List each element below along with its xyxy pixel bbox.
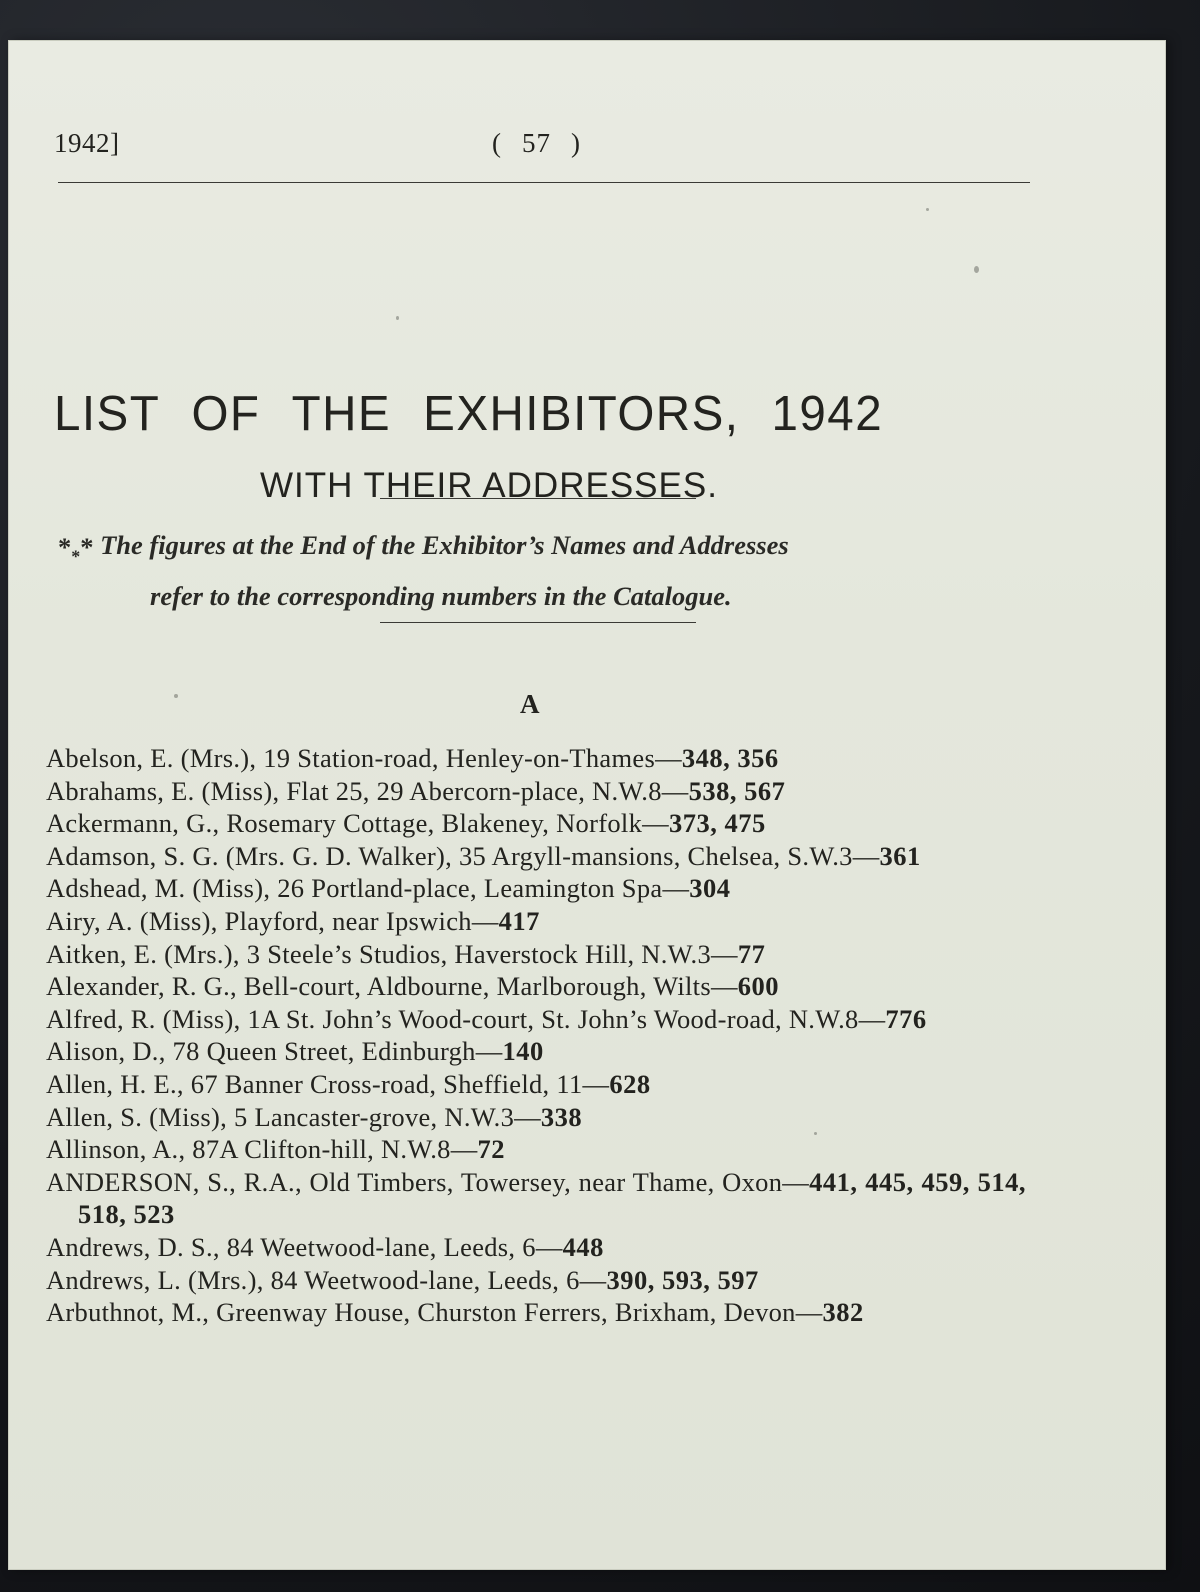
page-subtitle: WITH THEIR ADDRESSES. (260, 466, 718, 505)
exhibitor-entry (46, 1231, 1026, 1264)
exhibitor-name-address: Alison, D., 78 Queen Street, Edinburgh— (46, 1036, 503, 1067)
section-letter: A (520, 689, 540, 719)
explanatory-note (58, 524, 1034, 617)
catalogue-numbers: 140 (502, 1036, 544, 1067)
exhibitor-entry (46, 872, 1026, 905)
exhibitor-entry (46, 1166, 1026, 1231)
exhibitor-name-address: Arbuthnot, M., Greenway House, Churston Ferrers, Brixham, Devon— (46, 1297, 823, 1328)
catalogue-numbers: 390, 593, 597 (606, 1264, 759, 1295)
running-head (54, 128, 1024, 168)
note-line-1-text: The figures at the End of the Exhibitor’s Names and Addresses (100, 530, 789, 560)
catalogue-numbers: 538, 567 (688, 775, 786, 806)
note-line-2: refer to the corresponding numbers in the Catalogue. (150, 581, 732, 612)
exhibitor-name-address: Abrahams, E. (Miss), Flat 25, 29 Abercorn-place, N.W.8— (46, 775, 689, 806)
catalogue-numbers: 382 (822, 1297, 864, 1328)
catalogue-numbers: 441, 445, 459, 514, 518, 523 (78, 1166, 1026, 1230)
catalogue-numbers: 373, 475 (668, 808, 766, 839)
catalogue-numbers: 72 (477, 1134, 506, 1165)
exhibitor-entry (46, 1133, 1026, 1166)
catalogue-numbers: 417 (498, 905, 540, 936)
exhibitor-list (46, 742, 1026, 1329)
exhibitor-name-address: Andrews, D. S., 84 Weetwood-lane, Leeds, 6— (46, 1231, 563, 1262)
note-line-1 (58, 524, 1034, 575)
exhibitor-name-address: Adshead, M. (Miss), 26 Portland-place, Leamington Spa— (46, 873, 690, 904)
exhibitor-entry (46, 970, 1026, 1003)
paper-speck (174, 694, 178, 698)
catalogue-numbers: 77 (737, 938, 766, 969)
running-head-year: 1942] (54, 128, 120, 158)
exhibitor-entry (46, 1068, 1026, 1101)
exhibitor-name-address: Andrews, L. (Mrs.), 84 Weetwood-lane, Leeds, 6— (46, 1264, 607, 1295)
page-number-value: 57 (522, 128, 551, 158)
exhibitor-name-address: Allen, H. E., 67 Banner Cross-road, Sheffield, 11— (46, 1068, 610, 1099)
book-page (8, 40, 1166, 1570)
exhibitor-entry (46, 742, 1026, 775)
asterism: $*_**$ (58, 532, 94, 567)
paper-speck (926, 208, 929, 211)
exhibitor-entry (46, 840, 1026, 873)
exhibitor-entry (46, 938, 1026, 971)
exhibitor-name-address: Adamson, S. G. (Mrs. G. D. Walker), 35 Argyll-mansions, Chelsea, S.W.3— (46, 840, 880, 871)
exhibitor-entry (46, 1296, 1026, 1329)
exhibitor-name-address: ANDERSON, S., R.A., Old Timbers, Towersey, near Thame, Oxon— (46, 1166, 810, 1197)
exhibitor-entry (46, 775, 1026, 808)
page-number: ( 57 ) (492, 128, 581, 158)
paper-speck (974, 266, 979, 273)
exhibitor-name-address: Alfred, R. (Miss), 1A St. John’s Wood-court, St. John’s Wood-road, N.W.8— (46, 1003, 886, 1034)
paper-speck (396, 316, 399, 320)
catalogue-numbers: 628 (609, 1068, 651, 1099)
exhibitor-entry (46, 1035, 1026, 1068)
catalogue-numbers: 361 (879, 840, 921, 871)
exhibitor-entry (46, 807, 1026, 840)
paper-speck (814, 1132, 817, 1135)
exhibitor-name-address: Abelson, E. (Mrs.), 19 Station-road, Henley-on-Thames— (46, 743, 682, 773)
divider-rule (380, 498, 696, 499)
catalogue-numbers: 338 (540, 1101, 583, 1132)
exhibitor-name-address: Allinson, A., 87A Clifton-hill, N.W.8— (46, 1134, 478, 1165)
catalogue-numbers: 448 (562, 1231, 604, 1262)
header-rule (58, 182, 1030, 183)
catalogue-numbers: 304 (689, 873, 731, 904)
catalogue-numbers: 776 (885, 1003, 927, 1034)
catalogue-numbers: 348, 356 (681, 743, 779, 773)
exhibitor-entry (46, 1101, 1026, 1134)
divider-rule (380, 622, 696, 623)
page-title: LIST OF THE EXHIBITORS, 1942 (54, 387, 884, 441)
exhibitor-name-address: Ackermann, G., Rosemary Cottage, Blakeney, Norfolk— (46, 808, 669, 839)
exhibitor-entry (46, 905, 1026, 938)
catalogue-numbers: 600 (737, 971, 780, 1002)
exhibitor-name-address: Aitken, E. (Mrs.), 3 Steele’s Studios, Haverstock Hill, N.W.3— (46, 938, 738, 969)
exhibitor-name-address: Airy, A. (Miss), Playford, near Ipswich— (46, 905, 499, 936)
exhibitor-entry (46, 1003, 1026, 1036)
exhibitor-entry (46, 1264, 1026, 1297)
exhibitor-name-address: Alexander, R. G., Bell-court, Aldbourne, Marlborough, Wilts— (46, 971, 738, 1002)
exhibitor-name-address: Allen, S. (Miss), 5 Lancaster-grove, N.W.3— (46, 1101, 541, 1132)
